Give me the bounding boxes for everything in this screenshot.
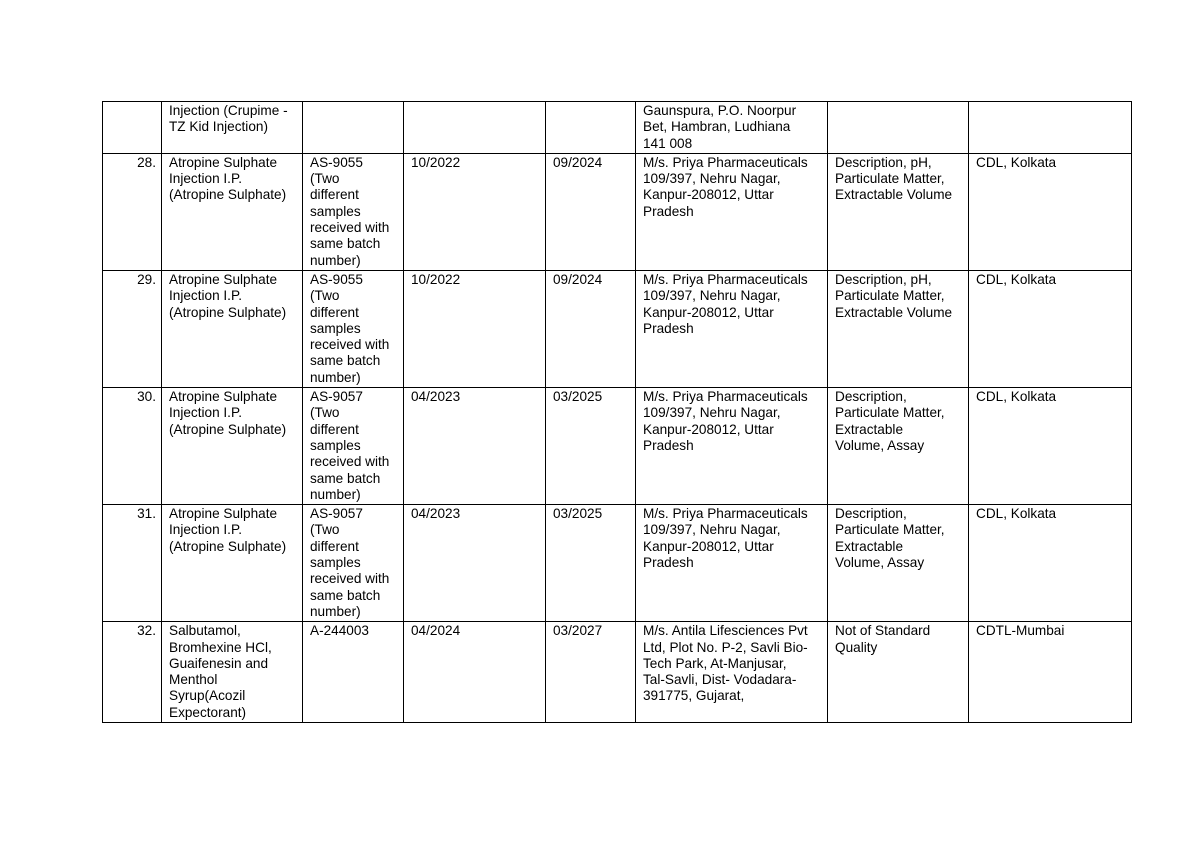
serial-number-cell: 28.: [103, 153, 162, 270]
serial-number-cell: 32.: [103, 622, 162, 723]
table-row: [103, 505, 1132, 622]
serial-number-cell: [103, 102, 162, 154]
expiry-date-cell: [546, 102, 636, 154]
drug-name-cell: Injection (Crupime - TZ Kid Injection): [162, 102, 303, 154]
manufacturing-date-cell: [404, 102, 546, 154]
failure-reason-cell: [828, 102, 969, 154]
table-row: [103, 388, 1132, 505]
testing-lab-cell: CDTL-Mumbai: [969, 622, 1132, 723]
table-row: [103, 622, 1132, 723]
manufacturer-cell: M/s. Priya Pharmaceuticals 109/397, Nehru Nagar, Kanpur-208012, Uttar Pradesh: [636, 270, 828, 387]
drug-name-cell: Atropine Sulphate Injection I.P. (Atropine Sulphate): [162, 270, 303, 387]
expiry-date-cell: 03/2027: [546, 622, 636, 723]
drug-name-cell: Atropine Sulphate Injection I.P. (Atropine Sulphate): [162, 505, 303, 622]
serial-number-cell: 29.: [103, 270, 162, 387]
serial-number-cell: 31.: [103, 505, 162, 622]
serial-number-cell: 30.: [103, 388, 162, 505]
manufacturer-cell: M/s. Priya Pharmaceuticals 109/397, Nehru Nagar, Kanpur-208012, Uttar Pradesh: [636, 153, 828, 270]
manufacturing-date-cell: 04/2023: [404, 505, 546, 622]
batch-number-cell: AS-9055 (Two different samples received with same batch number): [303, 153, 404, 270]
batch-number-cell: AS-9057 (Two different samples received with same batch number): [303, 388, 404, 505]
manufacturing-date-cell: 10/2022: [404, 270, 546, 387]
drug-alert-table: [102, 101, 1132, 723]
manufacturer-cell: Gaunspura, P.O. Noorpur Bet, Hambran, Ludhiana 141 008: [636, 102, 828, 154]
drug-name-cell: Atropine Sulphate Injection I.P. (Atropine Sulphate): [162, 153, 303, 270]
table-row: [103, 270, 1132, 387]
expiry-date-cell: 09/2024: [546, 270, 636, 387]
testing-lab-cell: CDL, Kolkata: [969, 505, 1132, 622]
manufacturer-cell: M/s. Priya Pharmaceuticals 109/397, Nehru Nagar, Kanpur-208012, Uttar Pradesh: [636, 505, 828, 622]
testing-lab-cell: CDL, Kolkata: [969, 153, 1132, 270]
batch-number-cell: A-244003: [303, 622, 404, 723]
failure-reason-cell: Description, pH, Particulate Matter, Extractable Volume: [828, 270, 969, 387]
failure-reason-cell: Description, Particulate Matter, Extractable Volume, Assay: [828, 388, 969, 505]
failure-reason-cell: Not of Standard Quality: [828, 622, 969, 723]
table-row: [103, 102, 1132, 154]
table-row: [103, 153, 1132, 270]
expiry-date-cell: 09/2024: [546, 153, 636, 270]
expiry-date-cell: 03/2025: [546, 505, 636, 622]
manufacturing-date-cell: 04/2024: [404, 622, 546, 723]
batch-number-cell: AS-9057 (Two different samples received with same batch number): [303, 505, 404, 622]
drug-name-cell: Salbutamol, Bromhexine HCl, Guaifenesin and Menthol Syrup(Acozil Expectorant): [162, 622, 303, 723]
expiry-date-cell: 03/2025: [546, 388, 636, 505]
drug-name-cell: Atropine Sulphate Injection I.P. (Atropine Sulphate): [162, 388, 303, 505]
batch-number-cell: AS-9055 (Two different samples received with same batch number): [303, 270, 404, 387]
manufacturing-date-cell: 04/2023: [404, 388, 546, 505]
manufacturer-cell: M/s. Priya Pharmaceuticals 109/397, Nehru Nagar, Kanpur-208012, Uttar Pradesh: [636, 388, 828, 505]
testing-lab-cell: CDL, Kolkata: [969, 270, 1132, 387]
failure-reason-cell: Description, Particulate Matter, Extractable Volume, Assay: [828, 505, 969, 622]
manufacturing-date-cell: 10/2022: [404, 153, 546, 270]
testing-lab-cell: [969, 102, 1132, 154]
failure-reason-cell: Description, pH, Particulate Matter, Extractable Volume: [828, 153, 969, 270]
testing-lab-cell: CDL, Kolkata: [969, 388, 1132, 505]
batch-number-cell: [303, 102, 404, 154]
manufacturer-cell: M/s. Antila Lifesciences Pvt Ltd, Plot No. P-2, Savli Bio- Tech Park, At-Manjusar, Tal-Savli, Dist- Vodadara- 391775, Gujarat,: [636, 622, 828, 723]
